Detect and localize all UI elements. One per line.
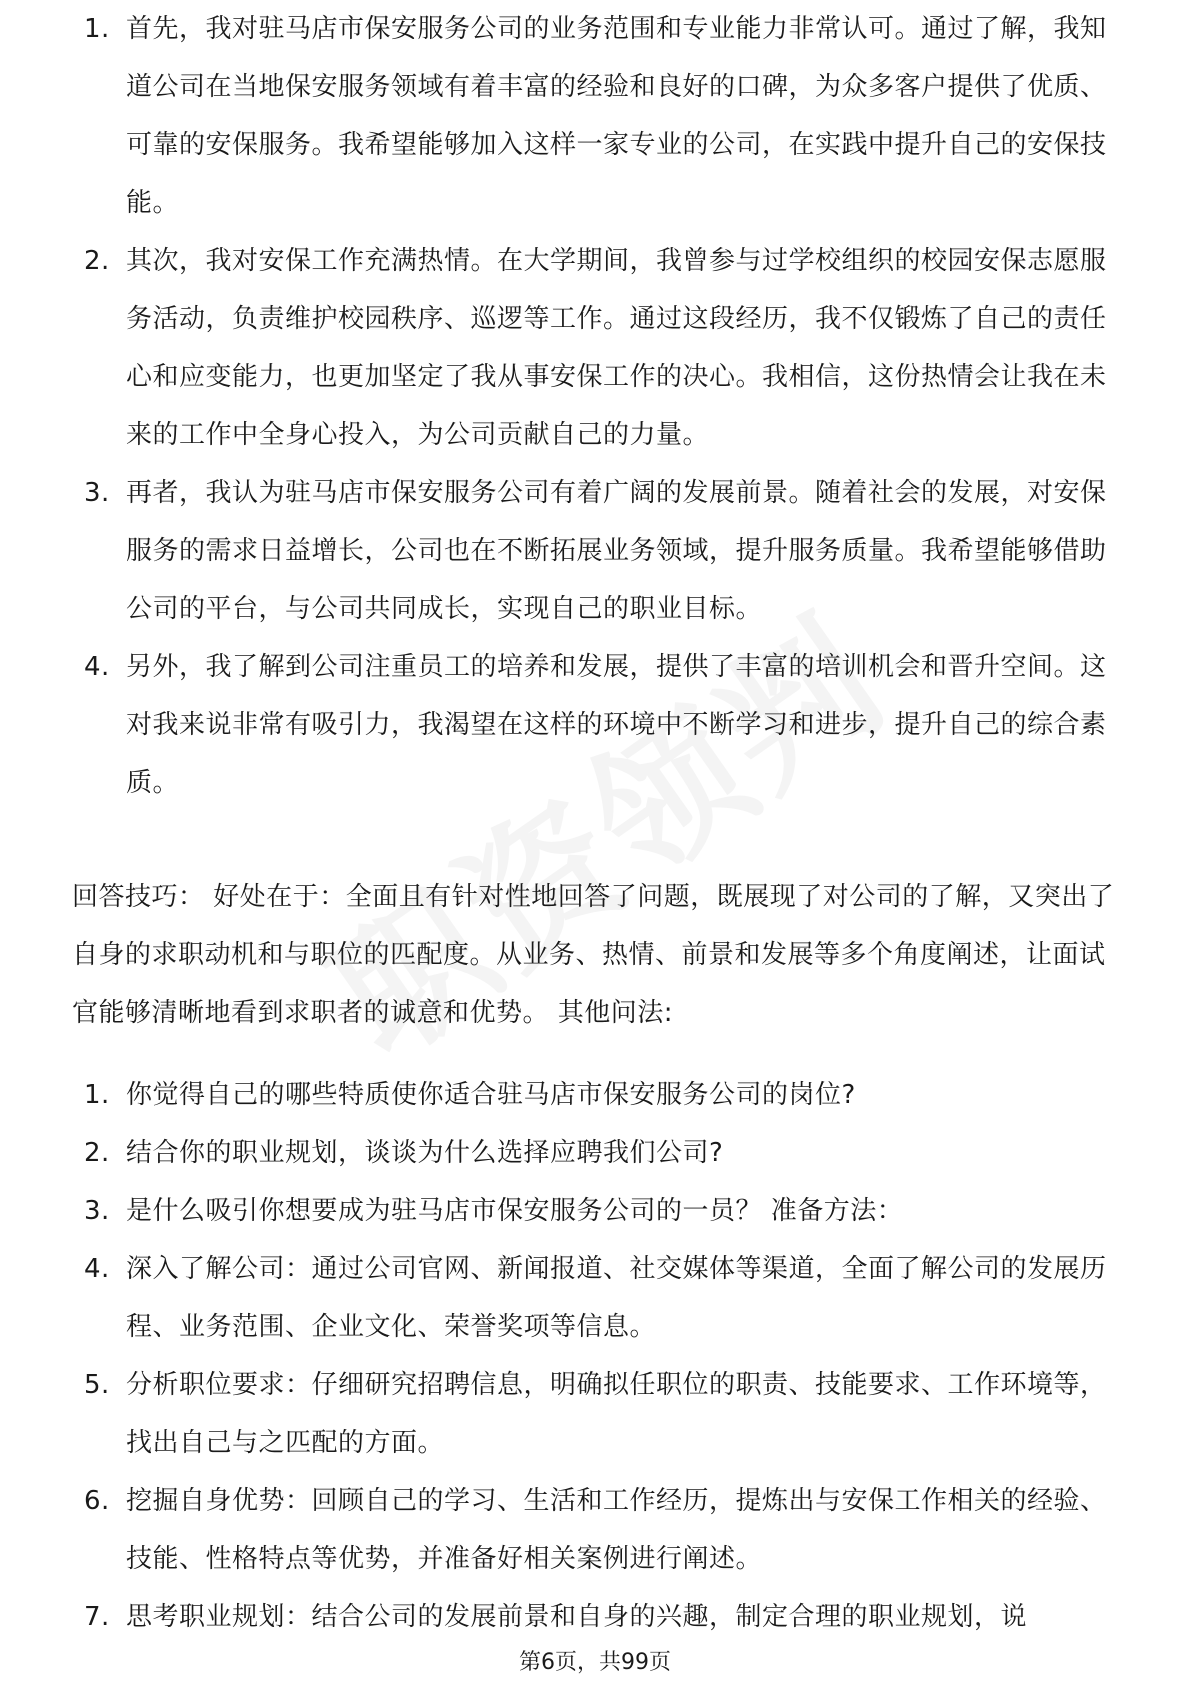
list-item — [0, 638, 1116, 812]
list-item-number: 1. — [84, 1080, 110, 1110]
list-item-text: 其次，我对安保工作充满热情。在大学期间，我曾参与过学校组织的校园安保志愿服务活动，负责维护校园秩序、巡逻等工作。通过这段经历，我不仅锻炼了自己的责任心和应变能力，也更加坚定了我从事安保工作的决心。我相信，这份热情会让我在未来的工作中全身心投入，为公司贡献自己的力量。 — [126, 246, 1107, 450]
list-item-text: 再者，我认为驻马店市保安服务公司有着广阔的发展前景。随着社会的发展，对安保服务的需求日益增长，公司也在不断拓展业务领域，提升服务质量。我希望能够借助公司的平台，与公司共同成长，实现自己的职业目标。 — [126, 478, 1107, 624]
other-questions-list — [0, 1066, 1190, 1646]
list-item-text: 思考职业规划：结合公司的发展前景和自身的兴趣，制定合理的职业规划，说 — [126, 1602, 1028, 1632]
list-item-number: 4. — [84, 1254, 110, 1284]
list-item — [0, 1356, 1116, 1472]
list-item-text: 你觉得自己的哪些特质使你适合驻马店市保安服务公司的岗位? — [126, 1080, 856, 1110]
list-item-number: 6. — [84, 1486, 110, 1516]
list-item-number: 1. — [84, 14, 110, 44]
list-item — [0, 232, 1116, 464]
list-item-text: 分析职位要求：仔细研究招聘信息，明确拟任职位的职责、技能要求、工作环境等，找出自己与之匹配的方面。 — [126, 1370, 1107, 1458]
list-item-number: 2. — [84, 1138, 110, 1168]
list-item-number: 3. — [84, 1196, 110, 1226]
list-item-text: 是什么吸引你想要成为驻马店市保安服务公司的一员？ 准备方法： — [126, 1196, 904, 1226]
answer-tips-paragraph: 回答技巧： 好处在于：全面且有针对性地回答了问题，既展现了对公司的了解，又突出了自身的求职动机和与职位的匹配度。从业务、热情、前景和发展等多个角度阐述，让面试官能够清晰地看到求职者的诚意和优势。 其他问法: — [72, 882, 1115, 1028]
list-item-text: 深入了解公司：通过公司官网、新闻报道、社交媒体等渠道，全面了解公司的发展历程、业务范围、企业文化、荣誉奖项等信息。 — [126, 1254, 1107, 1342]
page-footer: 第6页，共99页 — [519, 1650, 671, 1675]
list-item-number: 3. — [84, 478, 110, 508]
list-item-text: 挖掘自身优势：回顾自己的学习、生活和工作经历，提炼出与安保工作相关的经验、技能、性格特点等优势，并准备好相关案例进行阐述。 — [126, 1486, 1107, 1574]
list-item-number: 7. — [84, 1602, 110, 1632]
list-item — [0, 1124, 1116, 1182]
list-item-number: 4. — [84, 652, 110, 682]
list-item-text: 首先，我对驻马店市保安服务公司的业务范围和专业能力非常认可。通过了解，我知道公司在当地保安服务领域有着丰富的经验和良好的口碑，为众多客户提供了优质、可靠的安保服务。我希望能够加入这样一家专业的公司，在实践中提升自己的安保技能。 — [126, 14, 1107, 218]
reasons-list — [0, 14, 1190, 812]
list-item — [0, 464, 1116, 638]
list-item — [0, 1182, 1116, 1240]
list-item — [0, 0, 1116, 232]
list-item-text: 另外，我了解到公司注重员工的培养和发展，提供了丰富的培训机会和晋升空间。这对我来说非常有吸引力，我渴望在这样的环境中不断学习和进步，提升自己的综合素质。 — [126, 652, 1107, 798]
list-item — [0, 1240, 1116, 1356]
list-item-number: 5. — [84, 1370, 110, 1400]
list-item-number: 2. — [84, 246, 110, 276]
list-item — [0, 1588, 1116, 1646]
list-item — [0, 1472, 1116, 1588]
list-item — [0, 1066, 1116, 1124]
list-item-text: 结合你的职业规划，谈谈为什么选择应聘我们公司? — [126, 1138, 724, 1168]
